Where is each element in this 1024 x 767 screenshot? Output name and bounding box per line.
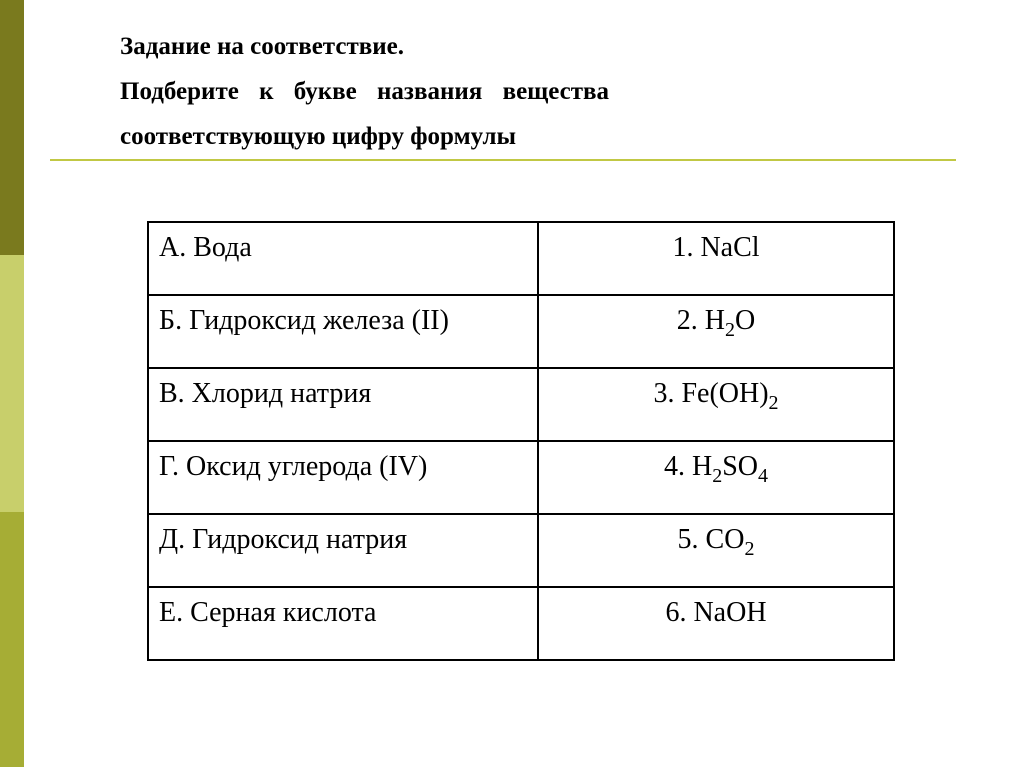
side-strip-middle — [0, 255, 24, 512]
formula-subscript: 2 — [744, 538, 755, 560]
substance-name: Д. Гидроксид натрия — [148, 514, 538, 587]
matching-table — [147, 221, 895, 661]
side-strip-bottom — [0, 512, 24, 767]
formula-text: 1. NaCl — [672, 232, 760, 263]
substance-formula — [538, 587, 894, 660]
formula-text: 4. H — [663, 451, 713, 482]
title-divider — [50, 159, 956, 161]
formula-subscript: 2 — [712, 465, 723, 487]
substance-name: В. Хлорид натрия — [148, 368, 538, 441]
substance-name: Б. Гидроксид железа (II) — [148, 295, 538, 368]
substance-formula — [538, 441, 894, 514]
formula-subscript: 2 — [768, 392, 779, 414]
formula-text: 5. CO — [677, 524, 745, 555]
formula-subscript: 4 — [758, 465, 769, 487]
substance-name: А. Вода — [148, 222, 538, 295]
formula-text: 2. H — [676, 305, 725, 336]
title-line-3: соответствующую цифру формулы — [120, 123, 517, 150]
side-strip-top — [0, 0, 24, 255]
table-row — [148, 368, 894, 441]
substance-formula — [538, 295, 894, 368]
table-row — [148, 587, 894, 660]
formula-text: 6. NaOH — [665, 597, 767, 628]
formula-text: 3. Fe(OH) — [653, 378, 769, 409]
substance-formula — [538, 514, 894, 587]
table-row — [148, 222, 894, 295]
substance-name: Е. Серная кислота — [148, 587, 538, 660]
title-line-1: Задание на соответствие. — [120, 33, 405, 60]
substance-name: Г. Оксид углерода (IV) — [148, 441, 538, 514]
table-row — [148, 514, 894, 587]
formula-text: SO — [722, 451, 759, 482]
formula-text: O — [735, 305, 756, 336]
title-line-2: Подберите к букве названия вещества — [120, 78, 610, 105]
substance-formula — [538, 368, 894, 441]
substance-formula — [538, 222, 894, 295]
table-row — [148, 441, 894, 514]
slide-title — [120, 24, 820, 159]
formula-subscript: 2 — [725, 319, 735, 341]
table-row — [148, 295, 894, 368]
